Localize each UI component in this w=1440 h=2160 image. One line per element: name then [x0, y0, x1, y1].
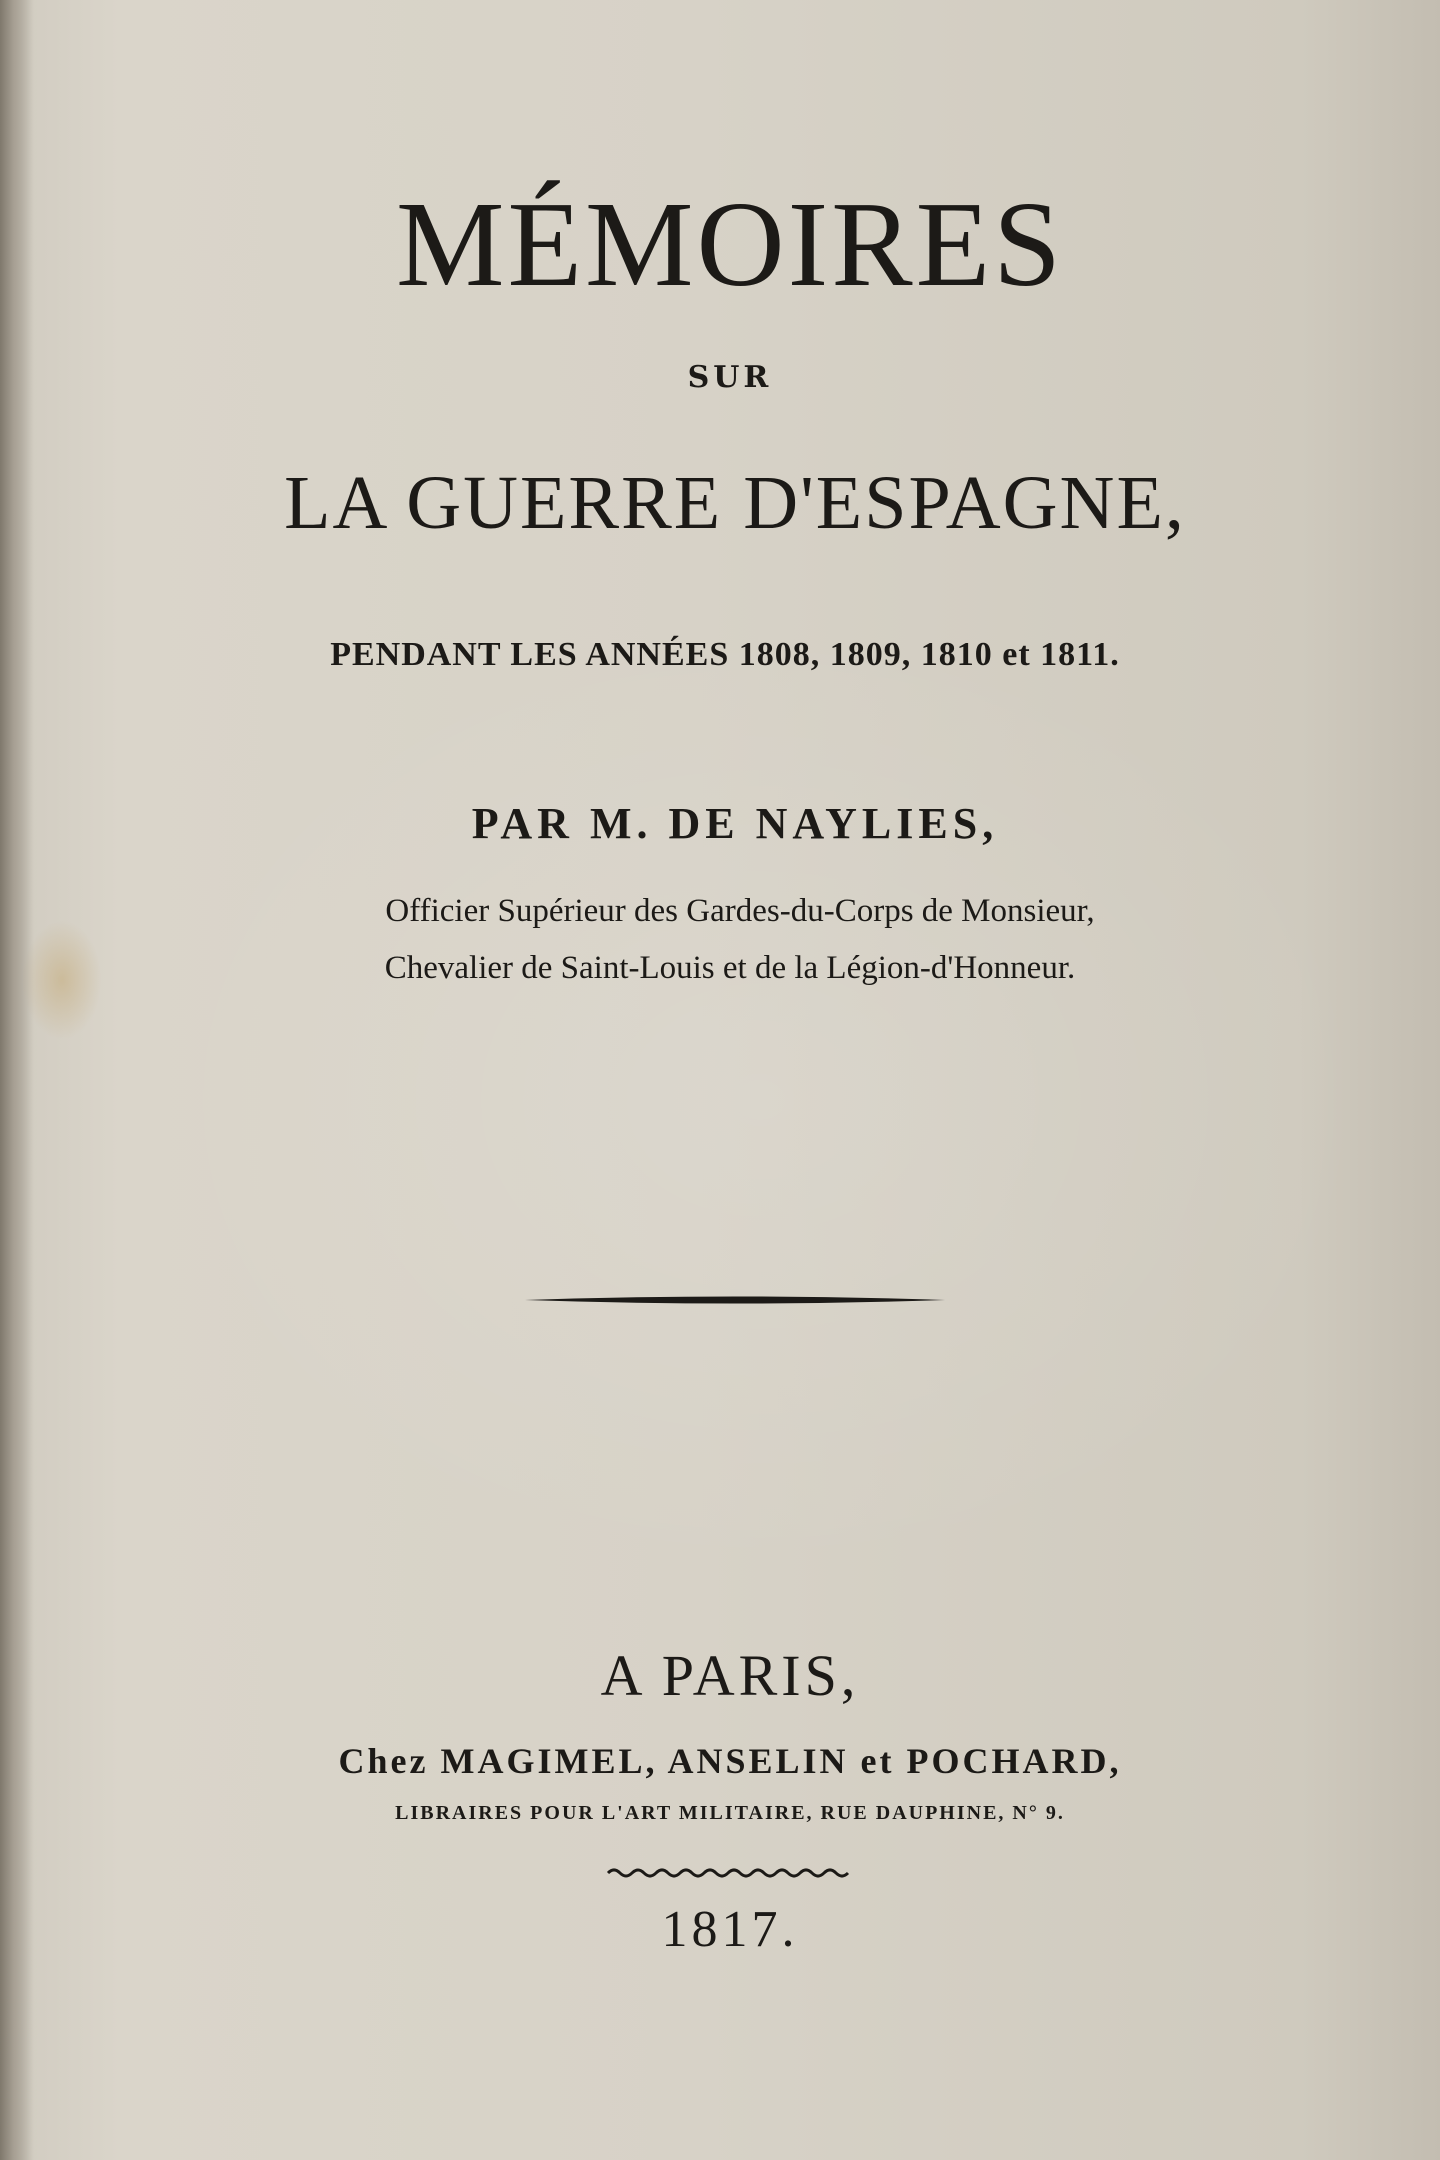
- book-title: MÉMOIRES: [396, 177, 1064, 312]
- author-title-1: Officier Supérieur des Gardes-du-Corps de Monsieur,: [385, 893, 1095, 929]
- author-name: PAR M. DE NAYLIES,: [471, 799, 999, 848]
- book-subtitle: LA GUERRE D'ESPAGNE,: [284, 461, 1186, 545]
- publisher-name: Chez MAGIMEL, ANSELIN et POCHARD,: [338, 1741, 1122, 1781]
- book-period: PENDANT LES ANNÉES 1808, 1809, 1810 et 1811.: [330, 636, 1120, 673]
- publication-year: 1817.: [661, 1901, 799, 1958]
- publication-place: A PARIS,: [600, 1643, 860, 1708]
- decorative-rule: [606, 1866, 850, 1880]
- publisher-address: LIBRAIRES POUR L'ART MILITAIRE, RUE DAUPHINE, N° 9.: [395, 1802, 1065, 1824]
- title-connector: SUR: [687, 360, 773, 395]
- author-title-2: Chevalier de Saint-Louis et de la Légion-d'Honneur.: [384, 950, 1076, 986]
- ornamental-rule: [525, 1295, 945, 1305]
